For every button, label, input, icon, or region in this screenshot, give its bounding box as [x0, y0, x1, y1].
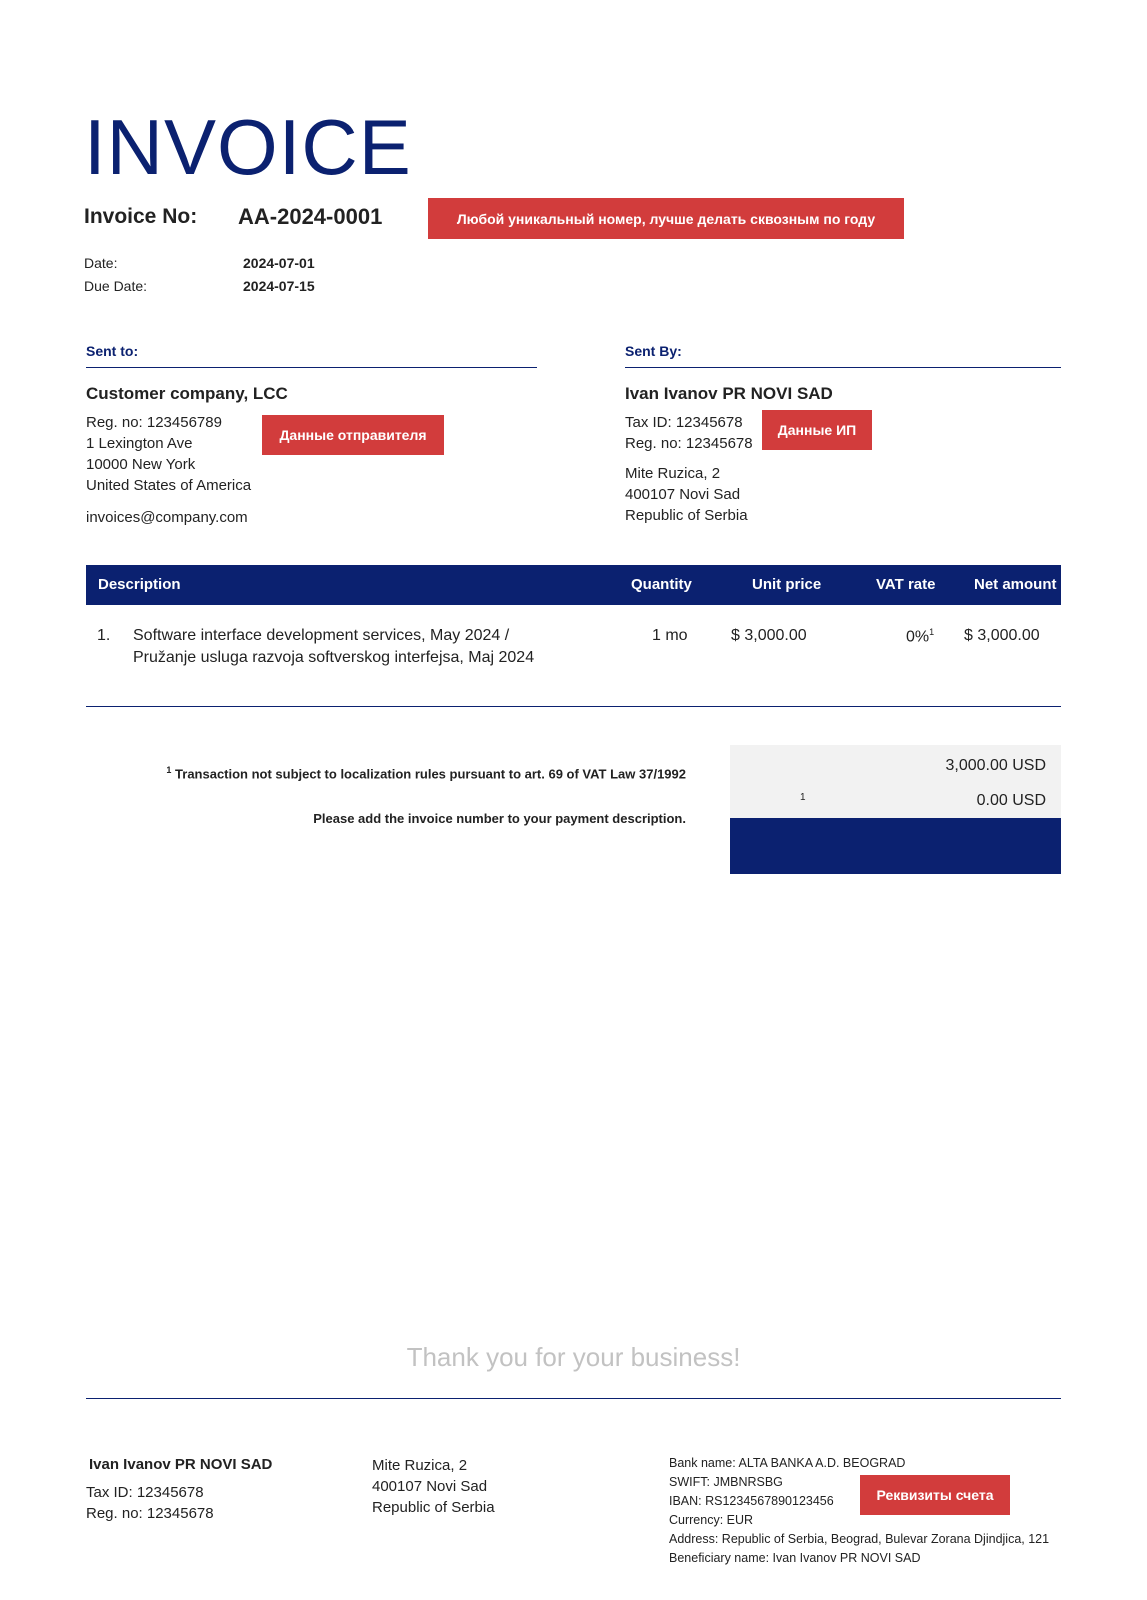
due-date: 2024-07-15 — [243, 278, 315, 294]
invoice-date: 2024-07-01 — [243, 255, 315, 271]
sent-by-divider — [625, 367, 1061, 368]
row-quantity: 1 mo — [652, 627, 688, 644]
grand-total-bar — [730, 818, 1061, 874]
col-net-amount: Net amount — [974, 576, 1057, 593]
footer-address-line: Mite Ruzica, 2 — [372, 1457, 468, 1474]
col-unit-price: Unit price — [752, 576, 822, 593]
bank-line: Bank name: ALTA BANKA A.D. BEOGRAD — [669, 1456, 906, 1470]
customer-line: Reg. no: 123456789 — [86, 414, 222, 431]
row-unit-price: $ 3,000.00 — [731, 627, 807, 644]
sender-address — [625, 463, 748, 526]
footer-company-name: Ivan Ivanov PR NOVI SAD — [89, 1456, 273, 1473]
bank-line: Beneficiary name: Ivan Ivanov PR NOVI SAD — [669, 1551, 921, 1565]
customer-line: United States of America — [86, 477, 252, 494]
sender-address-line: Republic of Serbia — [625, 507, 748, 524]
bank-line: SWIFT: JMBNRSBG — [669, 1475, 783, 1489]
totals-vat-mark: 1 — [800, 792, 806, 803]
payment-note: Please add the invoice number to your payment description. — [313, 811, 686, 826]
footer-id-line: Tax ID: 12345678 — [86, 1484, 204, 1501]
subtotal-value: 3,000.00 USD — [945, 757, 1046, 774]
sender-ids — [625, 412, 753, 454]
invoice-number-label: Invoice No: — [84, 205, 198, 228]
row-net-amount: $ 3,000.00 — [964, 627, 1040, 644]
footer-address — [372, 1455, 495, 1518]
bank-line: Currency: EUR — [669, 1513, 754, 1527]
vat-rate-value: 0% — [906, 628, 930, 646]
sender-address-line: Mite Ruzica, 2 — [625, 465, 721, 482]
vat-total-value: 0.00 USD — [976, 792, 1046, 809]
col-description: Description — [98, 576, 181, 593]
sender-data-note: Данные отправителя — [262, 415, 444, 455]
due-date-label: Due Date: — [84, 278, 148, 294]
table-row — [86, 620, 1061, 680]
footer-id-line: Reg. no: 12345678 — [86, 1505, 214, 1522]
sent-to-divider — [86, 367, 537, 368]
vat-footnote-mark: 1 — [929, 627, 935, 637]
row-description-line2: Pružanje usluga razvoja softverskog interfejsa, Maj 2024 — [133, 649, 535, 666]
row-description-line1: Software interface development services, May 2024 / — [133, 627, 510, 644]
footnote-mark: 1 — [166, 765, 172, 775]
sent-to-heading: Sent to: — [86, 343, 139, 359]
invoice-title: INVOICE — [84, 103, 412, 191]
footer-ids — [86, 1482, 214, 1524]
row-index: 1. — [97, 627, 111, 644]
sender-address-line: 400107 Novi Sad — [625, 486, 741, 503]
bank-line: Address: Republic of Serbia, Beograd, Bulevar Zorana Djindjica, 121 — [669, 1532, 1050, 1546]
row-vat-rate — [906, 627, 934, 646]
footer-divider — [86, 1398, 1061, 1399]
invoice-number: AA-2024-0001 — [238, 204, 383, 229]
vat-footnote — [120, 765, 686, 781]
sender-name: Ivan Ivanov PR NOVI SAD — [625, 384, 833, 403]
bank-details-note: Реквизиты счета — [860, 1475, 1010, 1515]
col-quantity: Quantity — [631, 576, 692, 593]
invoice-number-note: Любой уникальный номер, лучше делать сквозным по году — [428, 198, 904, 239]
sender-id-line: Reg. no: 12345678 — [625, 435, 753, 452]
customer-line: 1 Lexington Ave — [86, 435, 193, 452]
thank-you-message: Thank you for your business! — [406, 1342, 741, 1372]
footer-address-line: Republic of Serbia — [372, 1499, 495, 1516]
customer-email: invoices@company.com — [86, 509, 248, 526]
items-table-header — [86, 565, 1061, 605]
entrepreneur-data-note: Данные ИП — [762, 410, 872, 450]
footer-address-line: 400107 Novi Sad — [372, 1478, 488, 1495]
sent-by-heading: Sent By: — [625, 343, 682, 359]
footnote-text: Transaction not subject to localization rules pursuant to art. 69 of VAT Law 37/1992 — [175, 766, 686, 782]
totals-box — [730, 745, 1061, 818]
customer-name: Customer company, LCC — [86, 384, 288, 403]
table-bottom-divider — [86, 706, 1061, 707]
date-label: Date: — [84, 255, 118, 271]
customer-details — [86, 412, 251, 496]
sender-id-line: Tax ID: 12345678 — [625, 414, 743, 431]
col-vat-rate: VAT rate — [876, 576, 936, 593]
customer-line: 10000 New York — [86, 456, 196, 473]
bank-line: IBAN: RS1234567890123456 — [669, 1494, 834, 1508]
